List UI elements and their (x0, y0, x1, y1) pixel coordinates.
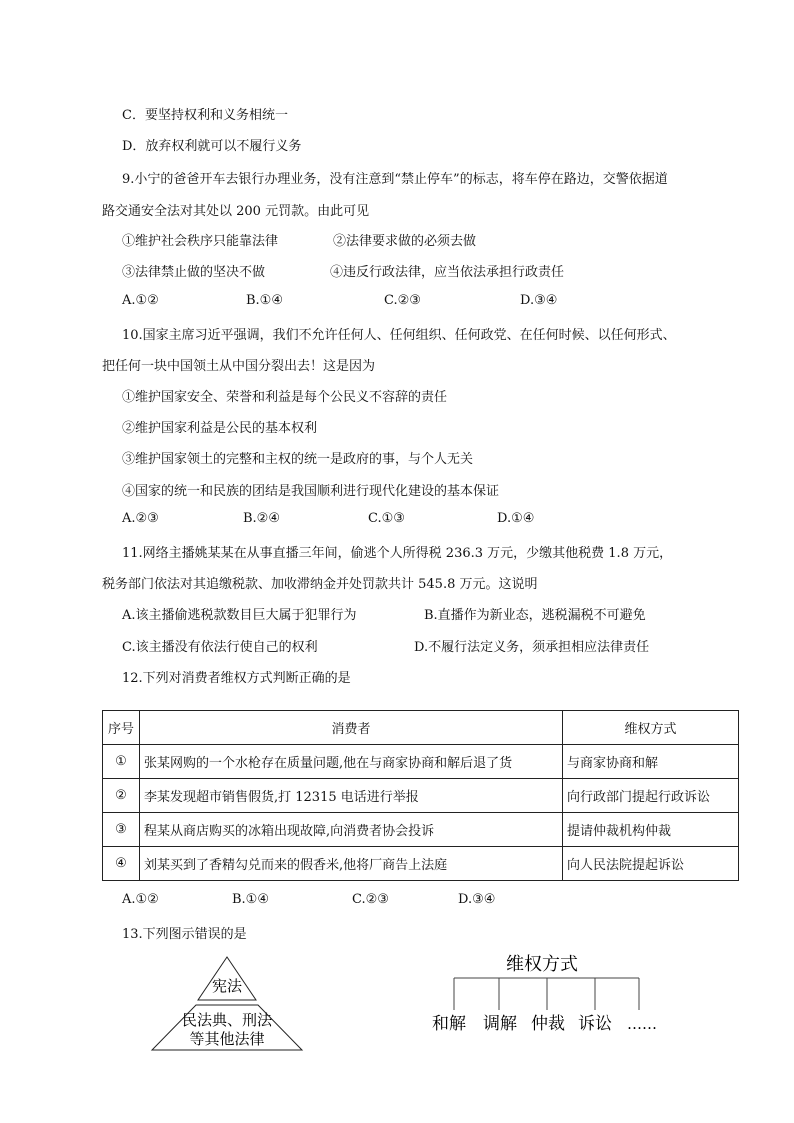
consumer-rights-table (102, 710, 739, 881)
q10-statement-3: ③维护国家领土的完整和主权的统一是政府的事，与个人无关 (122, 452, 474, 467)
q9-option-c: C.②③ (384, 293, 421, 308)
q11-option-c: C.该主播没有依法行使自己的权利 (122, 640, 318, 655)
q9-statement-3: ③法律禁止做的坚决不做 (122, 265, 266, 280)
table-header-row (103, 711, 739, 745)
q10-statement-4: ④国家的统一和民族的团结是我国顺利进行现代化建设的基本保证 (122, 484, 500, 499)
law-pyramid-diagram (150, 955, 305, 1055)
q13-stem: 13.下列图示错误的是 (122, 927, 247, 942)
row-method: 向人民法院提起诉讼 (563, 847, 739, 881)
tree-item: 调解 (483, 1014, 517, 1034)
q9-stem-2: 路交通安全法对其处以 200 元罚款。由此可见 (102, 204, 370, 219)
row-consumer: 李某发现超市销售假货,打 12315 电话进行举报 (140, 779, 563, 813)
header-number: 序号 (103, 711, 140, 745)
q10-statement-2: ②维护国家利益是公民的基本权利 (122, 421, 318, 436)
rights-method-tree-diagram (420, 948, 680, 1043)
table-row (103, 847, 739, 881)
pyramid-top-label: 宪法 (211, 977, 243, 995)
q10-option-a: A.②③ (122, 511, 159, 526)
row-consumer: 张某网购的一个水枪存在质量问题,他在与商家协商和解后退了货 (140, 745, 563, 779)
option-c-line: C．要坚持权利和义务相统一 (122, 108, 288, 123)
tree-item: 诉讼 (578, 1014, 612, 1034)
q12-option-b: B.①④ (232, 892, 269, 907)
q10-stem-1: 10.国家主席习近平强调，我们不允许任何人、任何组织、任何政党、在任何时候、以任何形式、 (122, 328, 676, 343)
tree-item: …… (627, 1015, 657, 1033)
row-consumer: 刘某买到了香精勾兑而来的假香米,他将厂商告上法庭 (140, 847, 563, 881)
pyramid-bottom-label-2: 等其他法律 (189, 1030, 265, 1048)
table-row (103, 745, 739, 779)
row-consumer: 程某从商店购买的冰箱出现故障,向消费者协会投诉 (140, 813, 563, 847)
q11-stem-1: 11.网络主播姚某某在从事直播三年间，偷逃个人所得税 236.3 万元，少缴其他税费 1.8 万元， (122, 546, 673, 561)
table-row (103, 779, 739, 813)
row-number: ② (103, 779, 140, 813)
q10-option-d: D.①④ (497, 511, 535, 526)
q9-option-b: B.①④ (246, 293, 283, 308)
q12-option-c: C.②③ (352, 892, 389, 907)
q10-statement-1: ①维护国家安全、荣誉和利益是每个公民义不容辞的责任 (122, 390, 448, 405)
row-number: ③ (103, 813, 140, 847)
row-method: 与商家协商和解 (563, 745, 739, 779)
q11-option-d: D.不履行法定义务，须承担相应法律责任 (414, 640, 650, 655)
q12-option-a: A.①② (122, 892, 159, 907)
tree-item: 和解 (432, 1014, 466, 1034)
q9-option-a: A.①② (122, 293, 159, 308)
q9-statement-2: ②法律要求做的必须去做 (333, 234, 477, 249)
q11-stem-2: 税务部门依法对其追缴税款、加收滞纳金并处罚款共计 545.8 万元。这说明 (102, 577, 538, 592)
q9-stem-1: 9.小宁的爸爸开车去银行办理业务，没有注意到“禁止停车”的标志，将车停在路边，交警依据道 (122, 172, 668, 187)
q12-option-d: D.③④ (458, 892, 496, 907)
q11-option-b: B.直播作为新业态，逃税漏税不可避免 (424, 608, 646, 623)
q11-option-a: A.该主播偷逃税款数目巨大属于犯罪行为 (122, 608, 357, 623)
q10-option-c: C.①③ (368, 511, 405, 526)
q9-statement-1: ①维护社会秩序只能靠法律 (122, 234, 279, 249)
table-row (103, 813, 739, 847)
row-method: 提请仲裁机构仲裁 (563, 813, 739, 847)
q10-stem-2: 把任何一块中国领土从中国分裂出去！这是因为 (102, 359, 376, 374)
row-number: ④ (103, 847, 140, 881)
q12-stem: 12.下列对消费者维权方式判断正确的是 (122, 671, 351, 686)
header-method: 维权方式 (563, 711, 739, 745)
q9-statement-4: ④违反行政法律，应当依法承担行政责任 (330, 265, 565, 280)
q10-option-b: B.②④ (243, 511, 280, 526)
q9-option-d: D.③④ (520, 293, 558, 308)
header-consumer: 消费者 (140, 711, 563, 745)
option-d-line: D．放弃权利就可以不履行义务 (122, 139, 302, 154)
tree-title: 维权方式 (506, 954, 578, 975)
tree-item: 仲裁 (531, 1014, 565, 1034)
pyramid-bottom-label-1: 民法典、刑法 (181, 1011, 273, 1029)
row-method: 向行政部门提起行政诉讼 (563, 779, 739, 813)
row-number: ① (103, 745, 140, 779)
